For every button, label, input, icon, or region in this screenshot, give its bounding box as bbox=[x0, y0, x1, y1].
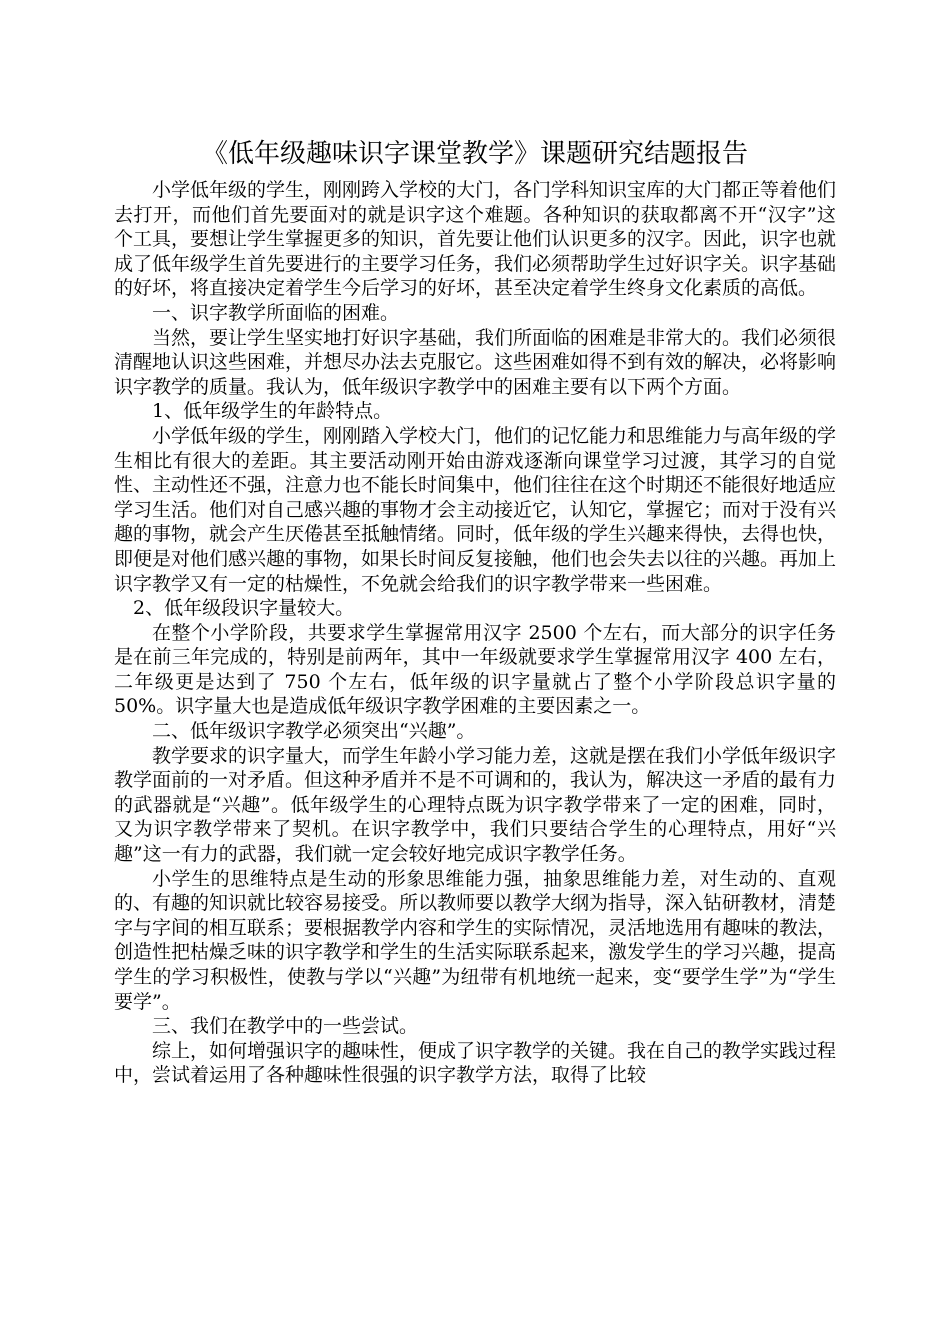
paragraph-difficulties: 当然，要让学生坚实地打好识字基础，我们所面临的困难是非常大的。我们必须很清醒地认识这些困难，并想尽办法去克服它。这些困难如得不到有效的解决，必将影响识字教学的质量。我认为，低年级识字教学中的困难主要有以下两个方面。 bbox=[114, 326, 837, 398]
paragraph-interest-contradiction: 教学要求的识字量大，而学生年龄小学习能力差，这就是摆在我们小学低年级识字教学面前的一对矛盾。但这种矛盾并不是不可调和的，我认为，解决这一矛盾的最有力的武器就是“兴趣”。低年级学生的心理特点既为识字教学带来了一定的困难，同时，又为识字教学带来了契机。在识字教学中，我们只要结合学生的心理特点，用好“兴趣”这一有力的武器，我们就一定会较好地完成识字教学任务。 bbox=[114, 744, 837, 866]
intro-paragraph: 小学低年级的学生，刚刚跨入学校的大门，各门学科知识宝库的大门都正等着他们去打开，而他们首先要面对的就是识字这个难题。各种知识的获取都离不开“汉字”这个工具，要想让学生掌握更多的知识，首先要让他们认识更多的汉字。因此，识字也就成了低年级学生首先要进行的主要学习任务，我们必须帮助学生过好识字关。识字基础的好坏，将直接决定着学生今后学习的好坏，甚至决定着学生终身文化素质的高低。 bbox=[114, 179, 837, 300]
subheading-age-features: 1、低年级学生的年龄特点。 bbox=[152, 400, 393, 423]
document-body bbox=[114, 130, 836, 1088]
paragraph-character-volume: 在整个小学阶段，共要求学生掌握常用汉字 2500 个左右，而大部分的识字任务是在前三年完成的，特别是前两年，其中一年级就要求学生掌握常用汉字 400 左右，二年级更是达到了 750 个左右，低年级的识字量就占了整个小学阶段总识字量的 50%。识字量大也是造成低年级识字教学困难的主要因素之一。 bbox=[114, 621, 836, 718]
paragraph-thinking-features: 小学生的思维特点是生动的形象思维能力强，抽象思维能力差，对生动的、直观的、有趣的知识就比较容易接受。所以教师要以教学大纲为指导，深入钻研教材，清楚字与字间的相互联系；要根据教学内容和学生的实际情况，灵活地选用有趣味的教法，创造性把枯燥乏味的识字教学和学生的生活实际联系起来，激发学生的学习兴趣，提高学生的学习积极性，使教与学以“兴趣”为纽带有机地统一起来，变“要学生学”为“学生要学”。 bbox=[114, 867, 837, 1013]
section-heading-3: 三、我们在教学中的一些尝试。 bbox=[152, 1015, 419, 1038]
subheading-character-volume: 2、低年级段识字量较大。 bbox=[133, 597, 355, 620]
section-heading-1: 一、识字教学所面临的困难。 bbox=[152, 301, 400, 324]
paragraph-attempts: 综上，如何增强识字的趣味性，便成了识字教学的关键。我在自己的教学实践过程中，尝试着运用了各种趣味性很强的识字教学方法，取得了比较 bbox=[114, 1039, 837, 1087]
paragraph-age-features: 小学低年级的学生，刚刚踏入学校大门，他们的记忆能力和思维能力与高年级的学生相比有很大的差距。其主要活动刚开始由游戏逐渐向课堂学习过渡，其学习的自觉性、主动性还不强，注意力也不能长时间集中，他们往往在这个时期还不能很好地适应学习生活。他们对自己感兴趣的事物才会主动接近它，认知它，掌握它；而对于没有兴趣的事物，就会产生厌倦甚至抵触情绪。同时，低年级的学生兴趣来得快，去得也快，即便是对他们感兴趣的事物，如果长时间反复接触，他们也会失去以往的兴趣。再加上识字教学又有一定的枯燥性，不免就会给我们的识字教学带来一些困难。 bbox=[114, 424, 837, 595]
section-heading-2: 二、低年级识字教学必须突出“兴趣”。 bbox=[152, 720, 476, 743]
document-title: 《低年级趣味识字课堂教学》课题研究结题报告 bbox=[201, 139, 748, 169]
